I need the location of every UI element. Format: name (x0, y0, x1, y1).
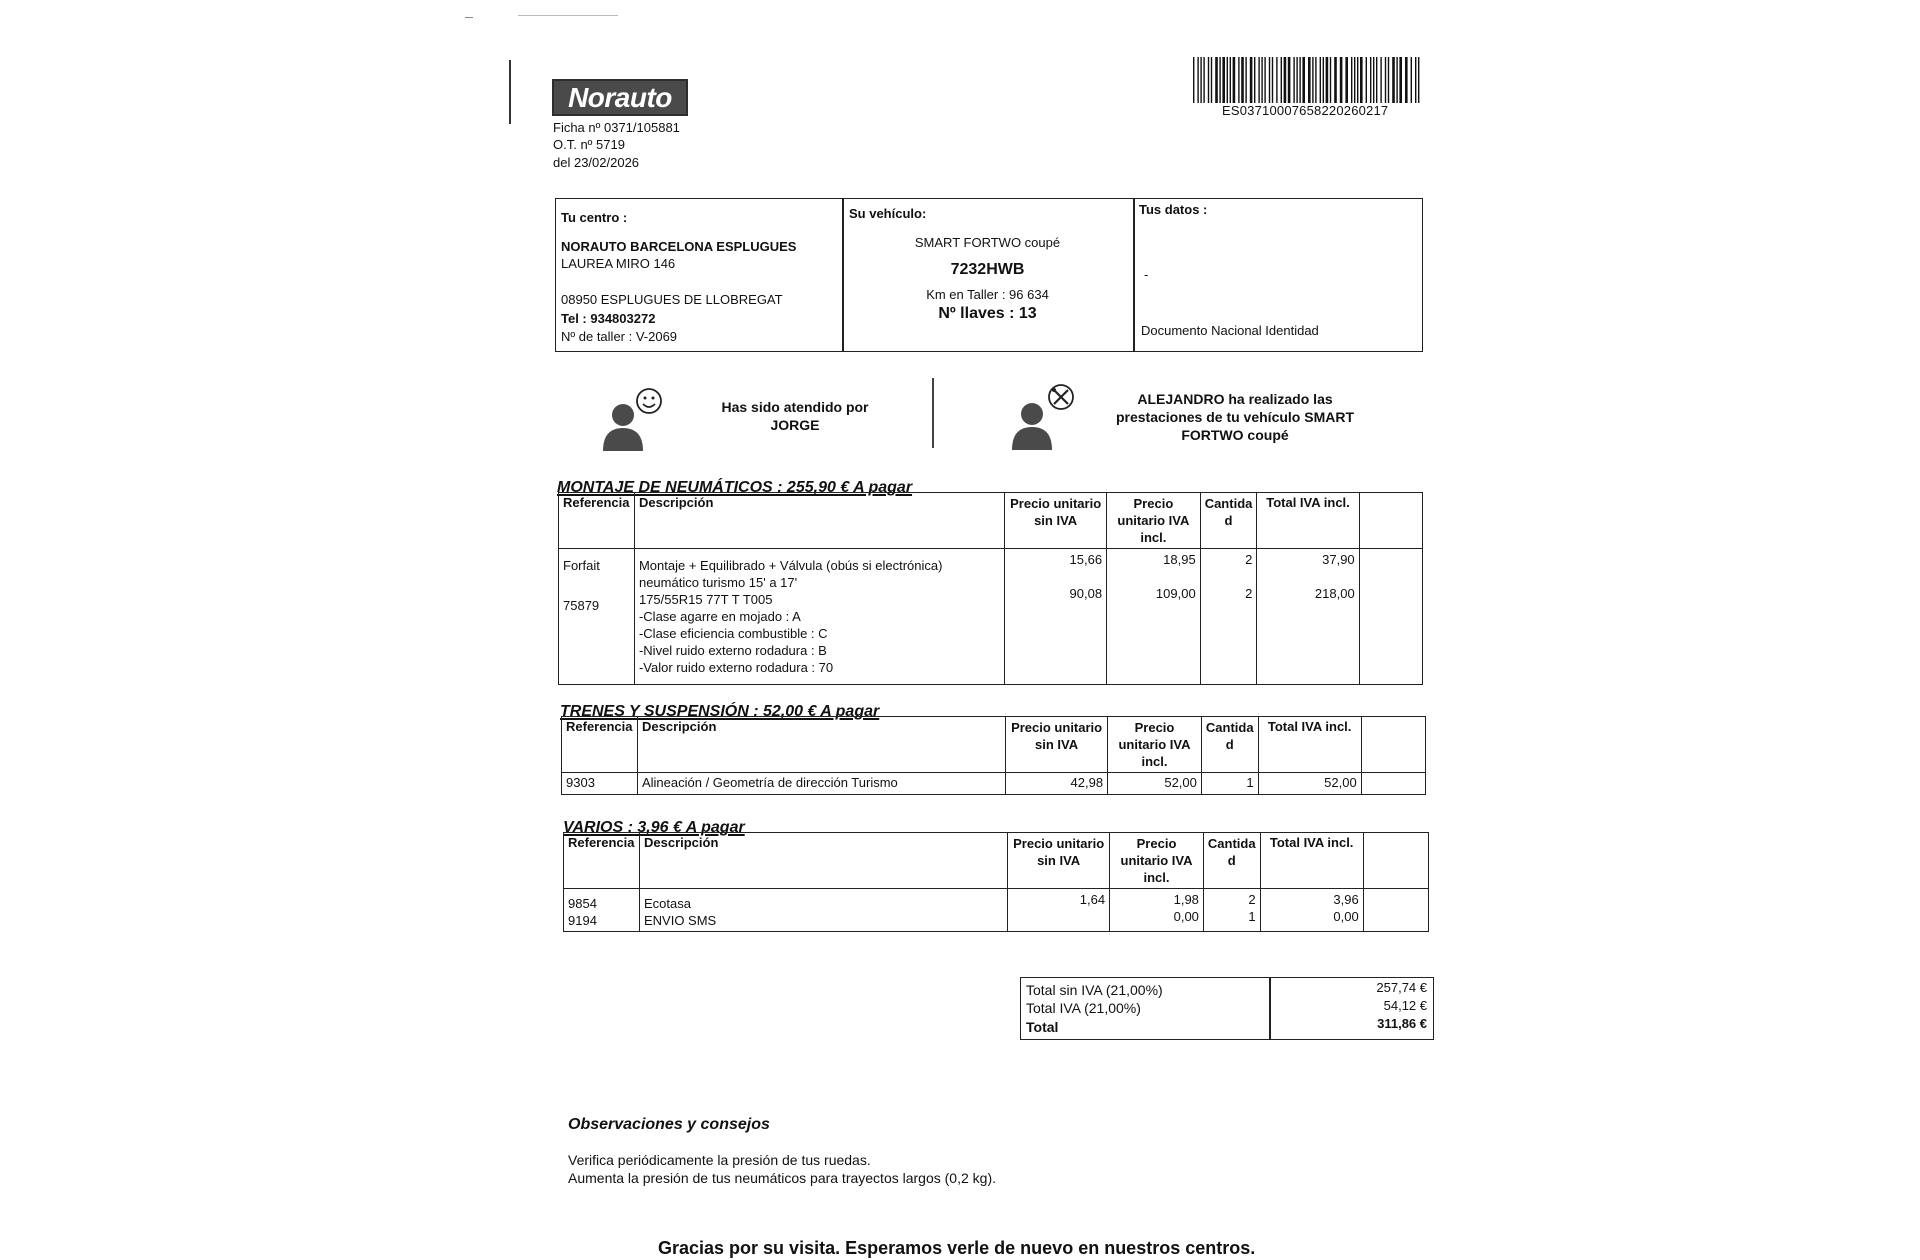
barcode-bar (1284, 57, 1287, 103)
ref-cell (559, 549, 635, 685)
precio-con-cell (1110, 889, 1204, 932)
technician-line-1: ALEJANDRO ha realizado las (1137, 391, 1333, 407)
vehiculo-heading: Su vehículo: (849, 206, 927, 221)
row-total: 52,00 (1258, 773, 1361, 795)
col-empty (1361, 717, 1425, 773)
col-precio-con-iva (1107, 493, 1201, 549)
scan-mark (465, 17, 473, 18)
ticket-date: del 23/02/2026 (553, 155, 640, 170)
norauto-logo: Norauto (552, 79, 688, 116)
barcode-bar (1222, 57, 1225, 103)
technician-text (1110, 390, 1360, 444)
barcode-bar (1258, 57, 1259, 103)
centro-address: LAUREA MIRO 146 (561, 256, 676, 271)
barcode-bar (1211, 57, 1212, 103)
ot-number: O.T. nº 5719 (553, 137, 625, 152)
row-cantidad: 2 (1245, 552, 1253, 567)
row-precio-sin: 1,64 (1079, 892, 1106, 907)
vehicle-keys: Nº llaves : 13 (938, 305, 1037, 322)
attendant-text (700, 398, 890, 434)
empty-cell (1363, 889, 1428, 932)
table-row (559, 549, 1423, 685)
barcode-bar (1392, 57, 1395, 103)
barcode-bar (1233, 57, 1236, 103)
total-cell (1257, 549, 1359, 685)
barcode-bar (1281, 57, 1282, 103)
datos-heading: Tus datos : (1139, 202, 1208, 217)
desc-cell (639, 889, 1007, 932)
total-sin-iva-label: Total sin IVA (21,00%) (1026, 982, 1163, 998)
barcode-bar (1385, 57, 1386, 103)
attendant-divider (932, 378, 934, 448)
section-title-varios: VARIOS : 3,96 € A pagar (563, 819, 745, 836)
table-row (564, 889, 1429, 932)
col-precio-con-iva (1110, 833, 1204, 889)
observaciones-line-2: Aumenta la presión de tus neumáticos para trayectos largos (0,2 kg). (568, 1170, 996, 1186)
col-descripcion: Descripción (639, 833, 1007, 889)
barcode-bar (1302, 57, 1305, 103)
datos-documento: Documento Nacional Identidad (1141, 323, 1319, 338)
row-cantidad: 1 (1201, 773, 1258, 795)
col-empty (1359, 493, 1422, 549)
col-precio-con-iva (1108, 717, 1202, 773)
col-cantidad-l1: Cantida (1204, 496, 1253, 511)
col-cantidad (1201, 717, 1258, 773)
total-value: 311,86 € (1377, 1016, 1427, 1031)
ref-cell (564, 889, 640, 932)
col-precio-con-iva-l3: incl. (1141, 754, 1168, 769)
footer-thanks: Gracias por su visita. Esperamos verle de nuevo en nuestros centros. (658, 1238, 1256, 1258)
row-total: 0,00 (1333, 909, 1359, 924)
vehicle-plate: 7232HWB (950, 261, 1025, 278)
col-descripcion: Descripción (634, 493, 1004, 549)
barcode-bar (1254, 57, 1255, 103)
attendant-line-1: Has sido atendido por (721, 399, 869, 415)
row-precio-con: 52,00 (1108, 773, 1202, 795)
trenes-table (561, 716, 1426, 795)
col-precio-con-iva-l2: unitario IVA (1117, 513, 1190, 528)
col-referencia: Referencia (564, 833, 640, 889)
scan-mark (518, 15, 618, 16)
barcode-bar (1227, 57, 1228, 103)
row-precio-sin: 90,08 (1069, 586, 1103, 601)
precio-sin-cell (1005, 549, 1107, 685)
total-iva-label: Total IVA (21,00%) (1026, 1000, 1141, 1016)
barcode-bar (1238, 57, 1239, 103)
centro-heading: Tu centro : (561, 210, 628, 225)
col-precio-sin-iva-l2: sin IVA (1035, 737, 1079, 752)
col-referencia: Referencia (562, 717, 638, 773)
scan-mark (509, 60, 511, 124)
row-precio-sin: 42,98 (1006, 773, 1108, 795)
barcode-bar (1200, 57, 1201, 103)
barcode-bar (1193, 57, 1194, 103)
col-cantidad (1203, 833, 1260, 889)
table-header-row (559, 493, 1423, 549)
barcode-bar (1269, 57, 1270, 103)
total-label: Total (1026, 1019, 1059, 1035)
row-ref: 9194 (568, 913, 597, 928)
barcode-bar (1351, 57, 1352, 103)
barcode-bar (1415, 57, 1416, 103)
barcode-bar (1208, 57, 1209, 103)
col-empty (1363, 833, 1428, 889)
col-precio-sin-iva-l2: sin IVA (1037, 853, 1081, 868)
precio-con-cell (1107, 549, 1201, 685)
desc-cell (634, 549, 1004, 685)
barcode-bar (1241, 57, 1244, 103)
barcode-bar (1354, 57, 1355, 103)
row-desc: -Clase eficiencia combustible : C (638, 626, 828, 641)
col-precio-sin-iva (1005, 493, 1107, 549)
total-sin-iva-value: 257,74 € (1376, 980, 1427, 995)
barcode-bar (1293, 57, 1294, 103)
montaje-table (558, 492, 1423, 685)
barcode-bar (1320, 57, 1321, 103)
barcode-bar (1312, 57, 1313, 103)
barcode-bar (1299, 57, 1300, 103)
datos-dash: - (1144, 267, 1149, 282)
barcode-bar (1288, 57, 1291, 103)
row-desc: neumático turismo 15' a 17' (638, 575, 798, 590)
barcode-bar (1261, 57, 1262, 103)
row-desc: Ecotasa (643, 896, 691, 911)
technician-line-2: prestaciones de tu vehículo SMART (1115, 409, 1355, 425)
attendant-name: JORGE (770, 417, 820, 433)
barcode-bar (1360, 57, 1363, 103)
ficha-number: Ficha nº 0371/105881 (553, 120, 680, 135)
col-precio-con-iva-l1: Precio (1133, 496, 1174, 511)
row-total: 3,96 (1333, 892, 1359, 907)
col-precio-sin-iva-l2: sin IVA (1034, 513, 1078, 528)
varios-table (563, 832, 1429, 932)
row-precio-con: 1,98 (1173, 892, 1199, 907)
customer-vehicle-box (555, 198, 1423, 352)
precio-sin-cell (1008, 889, 1110, 932)
empty-cell (1361, 773, 1425, 795)
row-ref: 75879 (563, 598, 600, 613)
observaciones-line-1: Verifica periódicamente la presión de tus ruedas. (568, 1152, 871, 1168)
totals-box (1020, 977, 1434, 1040)
barcode-bar (1340, 57, 1343, 103)
row-ref: 9854 (568, 896, 597, 911)
col-precio-sin-iva-l1: Precio unitario (1013, 836, 1105, 851)
row-total: 218,00 (1314, 586, 1355, 601)
barcode-bar (1250, 57, 1253, 103)
row-desc: Montaje + Equilibrado + Válvula (obús si electrónica) (638, 558, 943, 573)
cantidad-cell (1200, 549, 1257, 685)
barcode-bar (1418, 57, 1419, 103)
barcode (1193, 57, 1421, 103)
col-precio-sin-iva-l1: Precio unitario (1010, 496, 1102, 511)
table-row (562, 773, 1426, 795)
barcode-bar (1272, 57, 1273, 103)
barcode-bar (1326, 57, 1329, 103)
attendant-smiley-icon (598, 385, 668, 453)
barcode-bar (1308, 57, 1311, 103)
col-precio-sin-iva (1008, 833, 1110, 889)
barcode-bar (1388, 57, 1389, 103)
barcode-bar (1215, 57, 1218, 103)
barcode-number: ES0371000765822026021​7 (1222, 103, 1389, 118)
row-desc: Alineación / Geometría de dirección Turismo (637, 773, 1005, 795)
col-cantidad-l1: Cantida (1205, 720, 1254, 735)
barcode-bar (1345, 57, 1348, 103)
table-header-row (562, 717, 1426, 773)
col-cantidad-l2: d (1224, 513, 1233, 528)
barcode-bar (1411, 57, 1412, 103)
row-ref: Forfait (563, 558, 600, 573)
barcode-bar (1366, 57, 1367, 103)
technician-tools-icon (1007, 382, 1079, 452)
col-total: Total IVA incl. (1257, 493, 1359, 549)
section-title-trenes: TRENES Y SUSPENSIÓN : 52,00 € A pagar (560, 703, 880, 720)
row-precio-con: 109,00 (1155, 586, 1196, 601)
col-precio-con-iva-l3: incl. (1143, 870, 1170, 885)
barcode-bar (1380, 57, 1381, 103)
cantidad-cell (1203, 889, 1260, 932)
row-ref: 9303 (562, 773, 638, 795)
total-cell (1260, 889, 1363, 932)
col-cantidad-l2: d (1227, 853, 1236, 868)
barcode-bar (1357, 57, 1358, 103)
barcode-bar (1396, 57, 1397, 103)
barcode-bar (1373, 57, 1374, 103)
row-precio-sin: 15,66 (1069, 552, 1103, 567)
col-precio-sin-iva (1006, 717, 1108, 773)
row-desc: -Valor ruido externo rodadura : 70 (638, 660, 834, 675)
row-desc: ENVIO SMS (643, 913, 717, 928)
barcode-bar (1245, 57, 1246, 103)
barcode-bar (1330, 57, 1331, 103)
total-iva-value: 54,12 € (1383, 998, 1427, 1013)
section-title-montaje: MONTAJE DE NEUMÁTICOS : 255,90 € A pagar (557, 479, 913, 496)
row-precio-con: 0,00 (1173, 909, 1199, 924)
row-cantidad: 2 (1248, 892, 1256, 907)
col-precio-con-iva-l2: unitario IVA (1118, 737, 1191, 752)
centro-name: NORAUTO BARCELONA ESPLUGUES (561, 239, 797, 254)
col-precio-con-iva-l3: incl. (1140, 530, 1167, 545)
centro-phone: Tel : 934803272 (561, 311, 656, 326)
observaciones-title: Observaciones y consejos (568, 1116, 770, 1133)
barcode-bar (1315, 57, 1316, 103)
empty-cell (1359, 549, 1422, 685)
technician-line-3: FORTWO coupé (1181, 427, 1289, 443)
barcode-bar (1276, 57, 1277, 103)
barcode-bar (1203, 57, 1204, 103)
col-cantidad (1200, 493, 1257, 549)
col-cantidad-l2: d (1225, 737, 1234, 752)
col-precio-sin-iva-l1: Precio unitario (1011, 720, 1103, 735)
row-desc: -Nivel ruido externo rodadura : B (638, 643, 827, 658)
col-total: Total IVA incl. (1260, 833, 1363, 889)
row-total: 37,90 (1322, 552, 1355, 567)
row-precio-con: 18,95 (1163, 552, 1196, 567)
barcode-bar (1296, 57, 1297, 103)
centro-taller-number: Nº de taller : V-2069 (561, 329, 678, 344)
vehicle-km: Km en Taller : 96 634 (926, 287, 1049, 302)
col-cantidad-l1: Cantida (1207, 836, 1256, 851)
col-referencia: Referencia (559, 493, 635, 549)
barcode-bar (1197, 57, 1198, 103)
barcode-bar (1370, 57, 1371, 103)
row-cantidad: 1 (1248, 909, 1256, 924)
barcode-bar (1405, 57, 1408, 103)
barcode-bar (1399, 57, 1402, 103)
row-desc: 175/55R15 77T T T005 (638, 592, 773, 607)
row-cantidad: 2 (1245, 586, 1253, 601)
column-divider (1133, 199, 1135, 351)
totals-divider (1269, 978, 1271, 1039)
col-precio-con-iva-l1: Precio (1134, 720, 1175, 735)
barcode-bar (1230, 57, 1231, 103)
vehicle-model: SMART FORTWO coupé (914, 235, 1061, 250)
barcode-bar (1376, 57, 1377, 103)
row-desc: -Clase agarre en mojado : A (638, 609, 801, 624)
col-descripcion: Descripción (637, 717, 1005, 773)
col-precio-con-iva-l2: unitario IVA (1120, 853, 1193, 868)
barcode-bar (1334, 57, 1337, 103)
barcode-bar (1323, 57, 1324, 103)
centro-city: 08950 ESPLUGUES DE LLOBREGAT (561, 292, 783, 307)
barcode-bar (1219, 57, 1220, 103)
table-header-row (564, 833, 1429, 889)
col-total: Total IVA incl. (1258, 717, 1361, 773)
col-precio-con-iva-l1: Precio (1136, 836, 1177, 851)
barcode-bar (1264, 57, 1265, 103)
